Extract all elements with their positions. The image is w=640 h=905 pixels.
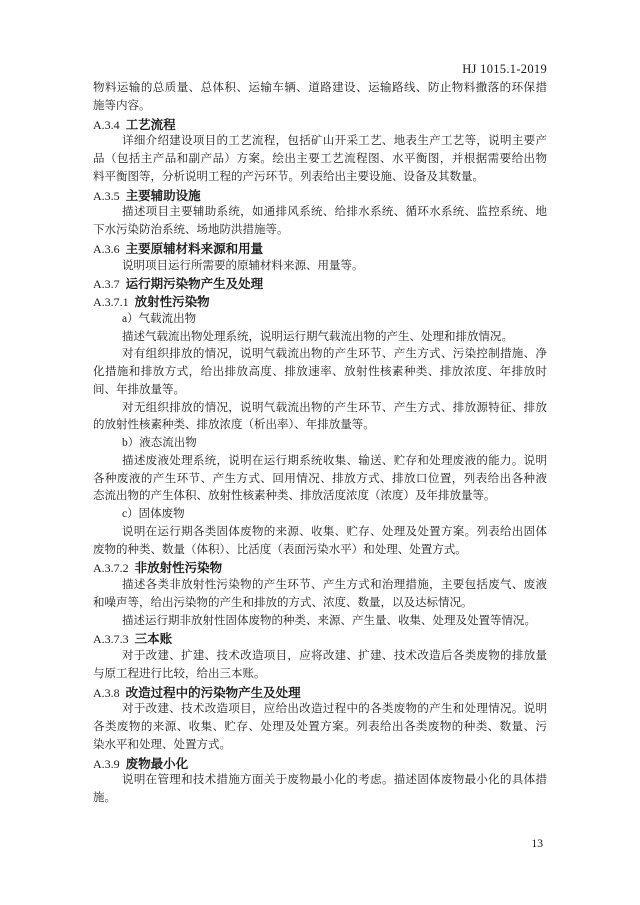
text-line: 描述各类非放射性污染物的产生环节、产生方式和治理措施，主要包括废气、废液: [122, 579, 547, 591]
section-title: 三本账: [134, 631, 173, 647]
text-line: 描述废液处理系统，说明在运行期系统收集、输送、贮存和处理废液的能力。说明: [122, 454, 547, 467]
text-line: 说明项目运行所需要的原辅材料来源、用量等。: [122, 259, 364, 272]
text-line: 态流出物的产生体积、放射性核素种类、排放活度浓度（浓度）及年排放量等。: [93, 490, 496, 503]
section-title: 主要辅助设施: [125, 187, 201, 203]
text-line: 对于改建、扩建、技术改造项目，应将改建、扩建、技术改造后各类废物的排放量: [122, 650, 547, 662]
section-heading: [93, 293, 547, 311]
section-number: A.3.7.3: [93, 632, 129, 647]
section-heading: [93, 755, 547, 773]
section-number: A.3.5: [93, 188, 120, 203]
text-line: 物料运输的总质量、总体积、运输车辆、道路建设、运输路线、防止物料撒落的环保措: [93, 82, 547, 94]
section-title: 主要原辅材料来源和用量: [125, 240, 264, 256]
section-heading: [93, 630, 547, 648]
text-line: 品（包括主产品和副产品）方案。绘出主要工艺流程图、水平衡图，并根据需要给出物: [93, 153, 547, 165]
text-line: 间、年排放量等。: [93, 383, 185, 396]
text-line: 各类废物的来源、收集、贮存、处理及处置方案。列表给出各类废物的种类、数量、污: [93, 721, 547, 733]
section-title: 非放射性污染物: [134, 560, 223, 576]
text-line: b）液态流出物: [122, 437, 197, 449]
text-line: c）固体废物: [122, 508, 185, 520]
section-heading: [93, 275, 547, 293]
text-line: a）气载流出物: [122, 312, 197, 325]
text-line: 施。: [93, 792, 116, 804]
section-title: 放射性污染物: [134, 294, 210, 309]
text-line: 描述运行期非放射性固体废物的种类、来源、产生量、收集、处理及处置等情况。: [122, 614, 536, 627]
text-line: 描述项目主要辅助系统，如通排风系统、给排水系统、循环水系统、监控系统、地: [122, 206, 547, 219]
text-line: 下水污染防治系统、场地防洪措施等。: [93, 224, 289, 236]
text-line: 废物的种类、数量（体积）、比活度（表面污染水平）和处理、处置方式。: [93, 543, 467, 556]
text-line: 和噪声等，给出污染物的产生和排放的方式、浓度、数量，以及达标情况。: [93, 596, 473, 609]
running-header: HJ 1015.1-2019: [462, 62, 547, 76]
text-line: 详细介绍建设项目的工艺流程，包括矿山开采工艺、地表生产工艺等，说明主要产: [122, 135, 547, 148]
text-line: 的放射性核素种类、排放浓度（析出率）、年排放量等。: [93, 419, 375, 432]
document-content: [93, 80, 547, 808]
text-line: 各种废液的产生环节、产生方式、回用情况、排放方式、排放口位置，列表给出各种液: [93, 472, 547, 485]
text-line: 染水平和处理、处置方式。: [93, 738, 231, 751]
section-number: A.3.7: [93, 277, 120, 292]
text-line: 说明在运行期各类固体废物的来源、收集、贮存、处理及处置方案。列表给出固体: [122, 525, 547, 538]
section-heading: [93, 187, 547, 205]
section-number: A.3.6: [93, 241, 120, 256]
text-line: 描述气载流出物处理系统，说明运行期气载流出物的产生、处理和排放情况。: [122, 330, 513, 343]
section-number: A.3.4: [93, 117, 120, 132]
text-line: 化措施和排放方式，给出排放高度、排放速率、放射性核素种类、排放浓度、年排放时: [93, 366, 547, 378]
section-number: A.3.9: [93, 756, 120, 771]
section-title: 工艺流程: [125, 116, 176, 132]
section-heading: [93, 240, 547, 258]
text-line: 与原工程进行比较，给出三本账。: [93, 667, 266, 680]
section-title: 改造过程中的污染物产生及处理: [125, 684, 301, 700]
text-line: 对无组织排放的情况，说明气载流出物的产生环节、产生方式、排放源特征、排放: [122, 401, 547, 414]
text-line: 说明在管理和技术措施方面关于废物最小化的考虑。描述固体废物最小化的具体措: [122, 774, 547, 787]
page-number: 13: [531, 838, 543, 850]
text-line: 对有组织排放的情况，说明气载流出物的产生环节、产生方式、污染控制措施、净: [122, 348, 547, 361]
section-heading: [93, 559, 547, 577]
text-line: 对于改建、技术改造项目，应给出改造过程中的各类废物的产生和处理情况。说明: [122, 703, 547, 716]
section-number: A.3.7.2: [93, 561, 129, 576]
section-title: 废物最小化: [125, 755, 189, 771]
section-heading: [93, 116, 547, 134]
section-number: A.3.8: [93, 685, 120, 700]
text-line: 料平衡图等，分析说明工程的产污环节。列表给出主要设施、设备及其数量。: [93, 170, 484, 183]
section-heading: [93, 684, 547, 702]
section-title: 运行期污染物产生及处理: [125, 276, 264, 292]
section-number: A.3.7.1: [93, 295, 129, 309]
text-line: 施等内容。: [93, 99, 151, 112]
